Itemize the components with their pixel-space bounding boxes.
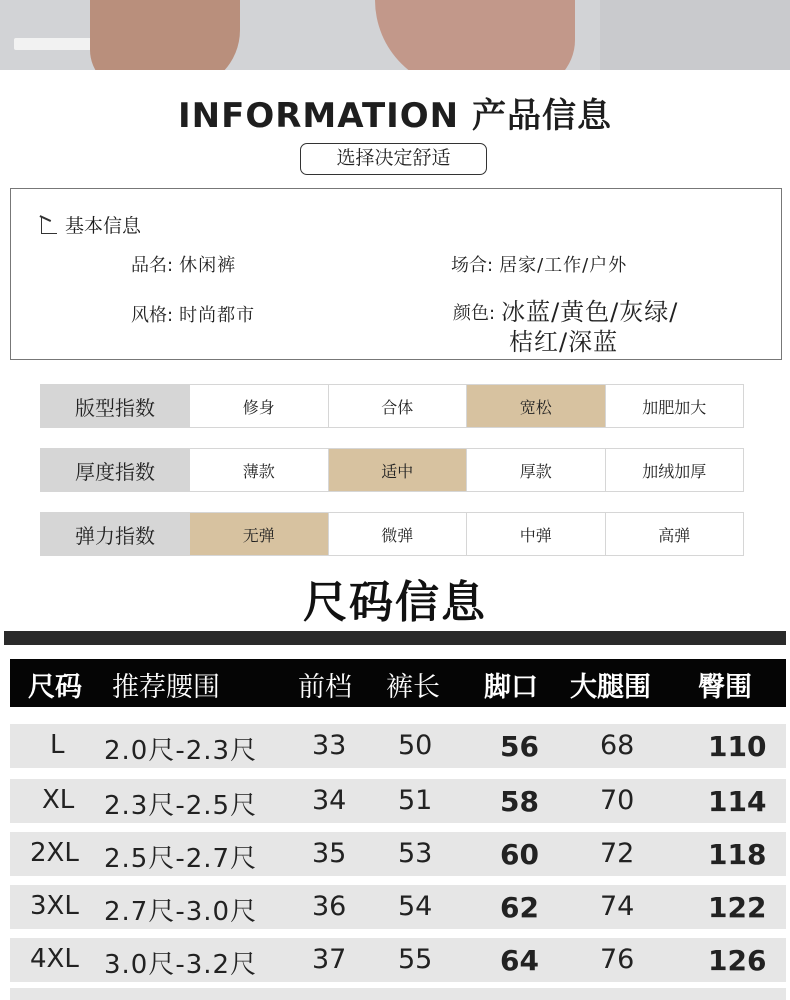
photo-leg-left xyxy=(90,0,240,70)
cell-waist: 2.7尺-3.0尺 xyxy=(104,897,258,927)
stretch-option-none-selected: 无弹 xyxy=(189,513,328,555)
cell-front-rise: 33 xyxy=(312,730,347,761)
document-corner-icon xyxy=(41,216,57,234)
stretch-index-label: 弹力指数 xyxy=(41,513,189,555)
cell-length: 54 xyxy=(398,891,433,922)
color-label: 颜色: xyxy=(453,303,496,324)
cell-size: L xyxy=(50,730,65,760)
cell-size: XL xyxy=(42,785,75,815)
stretch-option-medium: 中弹 xyxy=(466,513,605,555)
basic-info-heading-text: 基本信息 xyxy=(65,215,142,237)
cell-length: 50 xyxy=(398,730,433,761)
thickness-option-fleece: 加绒加厚 xyxy=(605,449,744,491)
header-waist: 推荐腰围 xyxy=(112,672,220,703)
size-table-header xyxy=(10,659,786,707)
table-row xyxy=(10,724,786,768)
table-row xyxy=(10,779,786,823)
photo-background xyxy=(600,0,790,70)
fit-index-label: 版型指数 xyxy=(41,385,189,427)
thickness-option-medium-selected: 适中 xyxy=(328,449,467,491)
cell-hip: 126 xyxy=(708,944,767,977)
table-row xyxy=(10,885,786,929)
fit-option-loose-selected: 宽松 xyxy=(466,385,605,427)
cell-waist: 2.0尺-2.3尺 xyxy=(104,736,258,766)
cell-hip: 110 xyxy=(708,730,767,763)
information-title: INFORMATION 产品信息 xyxy=(178,96,612,136)
table-row xyxy=(10,832,786,876)
cell-thigh: 74 xyxy=(600,891,635,922)
cell-size: 2XL xyxy=(30,838,79,868)
cell-waist: 3.0尺-3.2尺 xyxy=(104,950,258,980)
stretch-index-row xyxy=(40,512,744,556)
cell-front-rise: 36 xyxy=(312,891,347,922)
thickness-option-thick: 厚款 xyxy=(466,449,605,491)
cell-thigh: 76 xyxy=(600,944,635,975)
table-row xyxy=(10,938,786,982)
header-length: 裤长 xyxy=(386,672,440,703)
style-field xyxy=(131,301,255,327)
stretch-option-high: 高弹 xyxy=(605,513,744,555)
cell-thigh: 72 xyxy=(600,838,635,869)
fit-index-row xyxy=(40,384,744,428)
color-value-line1: 冰蓝/黄色/灰绿/ xyxy=(501,298,679,326)
header-thigh: 大腿围 xyxy=(570,672,651,703)
cell-hem: 56 xyxy=(500,730,539,763)
cell-thigh: 70 xyxy=(600,785,635,816)
cell-waist: 2.3尺-2.5尺 xyxy=(104,791,258,821)
product-photo xyxy=(0,0,790,70)
cell-front-rise: 34 xyxy=(312,785,347,816)
photo-leg-right xyxy=(375,0,575,70)
cell-hem: 64 xyxy=(500,944,539,977)
color-value-line2: 桔红/深蓝 xyxy=(509,328,619,356)
cell-thigh: 68 xyxy=(600,730,635,761)
cell-hip: 122 xyxy=(708,891,767,924)
cell-size: 3XL xyxy=(30,891,79,921)
color-field xyxy=(453,297,678,357)
cell-size: 4XL xyxy=(30,944,79,974)
header-hem: 脚口 xyxy=(484,672,538,703)
cell-hem: 62 xyxy=(500,891,539,924)
header-front-rise: 前档 xyxy=(298,672,352,703)
product-name-label: 品名: xyxy=(131,255,174,276)
cell-hip: 118 xyxy=(708,838,767,871)
header-hip: 臀围 xyxy=(698,672,752,703)
cell-hip: 114 xyxy=(708,785,767,818)
basic-info-heading xyxy=(41,211,141,238)
fit-option-slim: 修身 xyxy=(189,385,328,427)
section-divider-bar xyxy=(4,631,786,645)
thickness-index-row xyxy=(40,448,744,492)
occasion-label: 场合: xyxy=(451,255,494,276)
style-value: 时尚都市 xyxy=(179,305,256,326)
thickness-index-label: 厚度指数 xyxy=(41,449,189,491)
occasion-field xyxy=(451,251,627,277)
stretch-option-slight: 微弹 xyxy=(328,513,467,555)
header-size: 尺码 xyxy=(28,672,82,703)
occasion-value: 居家/工作/户外 xyxy=(499,255,628,276)
style-label: 风格: xyxy=(131,305,174,326)
thickness-option-thin: 薄款 xyxy=(189,449,328,491)
table-row-cut-off xyxy=(10,988,786,1000)
cell-hem: 58 xyxy=(500,785,539,818)
subtitle-pill: 选择决定舒适 xyxy=(300,143,487,175)
cell-length: 53 xyxy=(398,838,433,869)
cell-front-rise: 37 xyxy=(312,944,347,975)
cell-waist: 2.5尺-2.7尺 xyxy=(104,844,258,874)
basic-info-box xyxy=(10,188,782,360)
size-info-title: 尺码信息 xyxy=(303,577,487,628)
fit-option-regular: 合体 xyxy=(328,385,467,427)
cell-length: 51 xyxy=(398,785,433,816)
fit-option-plus-size: 加肥加大 xyxy=(605,385,744,427)
photo-rail xyxy=(14,38,94,50)
product-name-value: 休闲裤 xyxy=(179,255,237,276)
product-name-field xyxy=(131,251,236,277)
cell-front-rise: 35 xyxy=(312,838,347,869)
cell-length: 55 xyxy=(398,944,433,975)
cell-hem: 60 xyxy=(500,838,539,871)
